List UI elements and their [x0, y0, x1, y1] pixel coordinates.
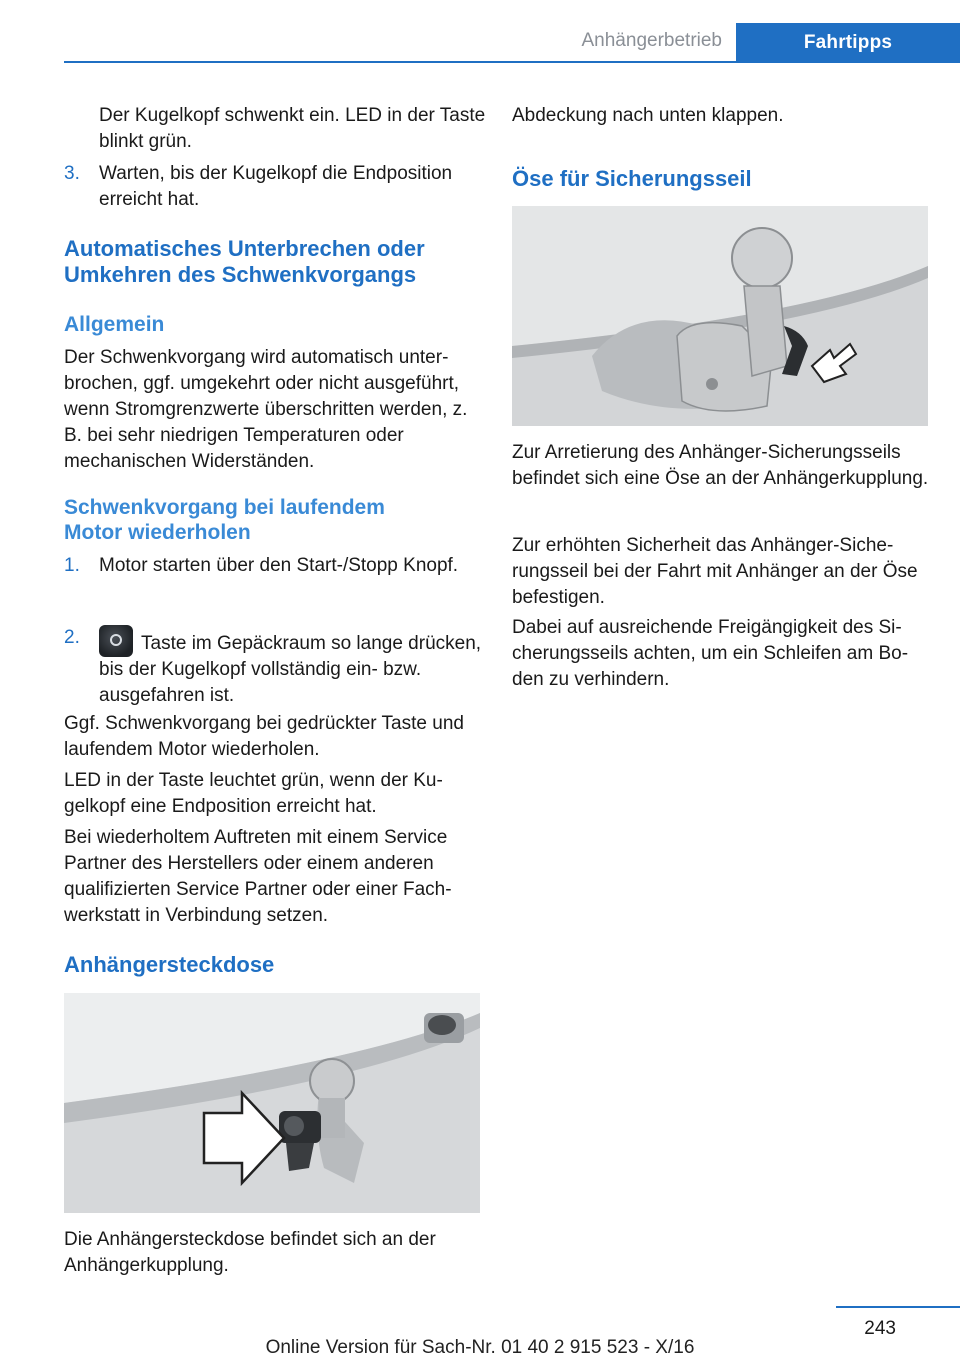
step-number: 3.	[64, 163, 80, 184]
paragraph-clearance: Dabei auf ausreichende Freigängigkeit des Sicherungsseils achten, um ein Schleifen am Boden zu verhindern.	[512, 617, 909, 690]
footer-rule	[836, 1306, 960, 1308]
trailer-socket-image	[64, 993, 480, 1213]
heading-trailer-socket: Anhängersteckdose	[64, 952, 275, 977]
step-2-body	[99, 625, 489, 709]
safety-eye-image	[512, 206, 928, 426]
online-version-note: Online Version für Sach-Nr. 01 40 2 915 523 - X/16	[265, 1337, 695, 1358]
safety-eye-illustration	[512, 206, 928, 426]
paragraph-led: LED in der Taste leuchtet grün, wenn der Kugelkopf eine Endposition erreicht hat.	[64, 770, 443, 817]
paragraph-safety: Zur erhöhten Sicherheit das Anhänger-Sicherungsseil bei der Fahrt mit Anhänger an der Öse befestigen.	[512, 535, 918, 608]
socket-caption: Die Anhängersteckdose befindet sich an der Anhängerkupplung.	[64, 1229, 436, 1276]
trunk-button-icon	[99, 625, 133, 657]
step-number: 1.	[64, 555, 80, 576]
header-section-title: Anhängerbetrieb	[581, 30, 722, 51]
step-text: Warten, bis der Kugelkopf die Endposition erreicht hat.	[99, 163, 453, 210]
header-chapter-tab[interactable]: Fahrtipps	[736, 23, 960, 63]
subheading-general: Allgemein	[64, 313, 165, 336]
step-number: 2.	[64, 627, 80, 648]
subheading-repeat: Schwenkvorgang bei laufendem Motor wiederholen	[64, 496, 385, 544]
intro-text: Der Kugelkopf schwenkt ein. LED in der Taste blinkt grün.	[99, 105, 486, 152]
header-rule	[64, 61, 960, 63]
trailer-socket-illustration	[64, 993, 480, 1213]
step-text: Taste im Gepäckraum so lange drücken, bis der Kugelkopf vollständig ein- bzw. ausgefahren ist.	[99, 633, 482, 706]
step-text: Motor starten über den Start-/Stopp Knopf.	[99, 555, 459, 576]
heading-safety-eye: Öse für Sicherungsseil	[512, 166, 752, 191]
paragraph-repeat: Ggf. Schwenkvorgang bei gedrückter Taste und laufendem Motor wiederholen.	[64, 713, 464, 760]
cover-text: Abdeckung nach unten klappen.	[512, 105, 784, 126]
heading-automatic-interrupt: Automatisches Unterbrechen oder Umkehren des Schwenkvorgangs	[64, 236, 425, 287]
paragraph-service: Bei wiederholtem Auftreten mit einem Service Partner des Herstellers oder einem anderen qualifizierten Service Partner oder einer Fachwerkstatt in Verbindung setzen.	[64, 827, 452, 926]
paragraph-eye-location: Zur Arretierung des Anhänger-Sicherungsseils befindet sich eine Öse an der Anhängerkupplung.	[512, 442, 929, 489]
page-number: 243	[864, 1318, 896, 1339]
general-text: Der Schwenkvorgang wird automatisch unterbrochen, ggf. umgekehrt oder nicht ausgeführt, wenn Stromgrenzwerte überschritten werden, z. B. bei sehr niedrigen Temperaturen oder mechanischen Widerständen.	[64, 347, 468, 472]
